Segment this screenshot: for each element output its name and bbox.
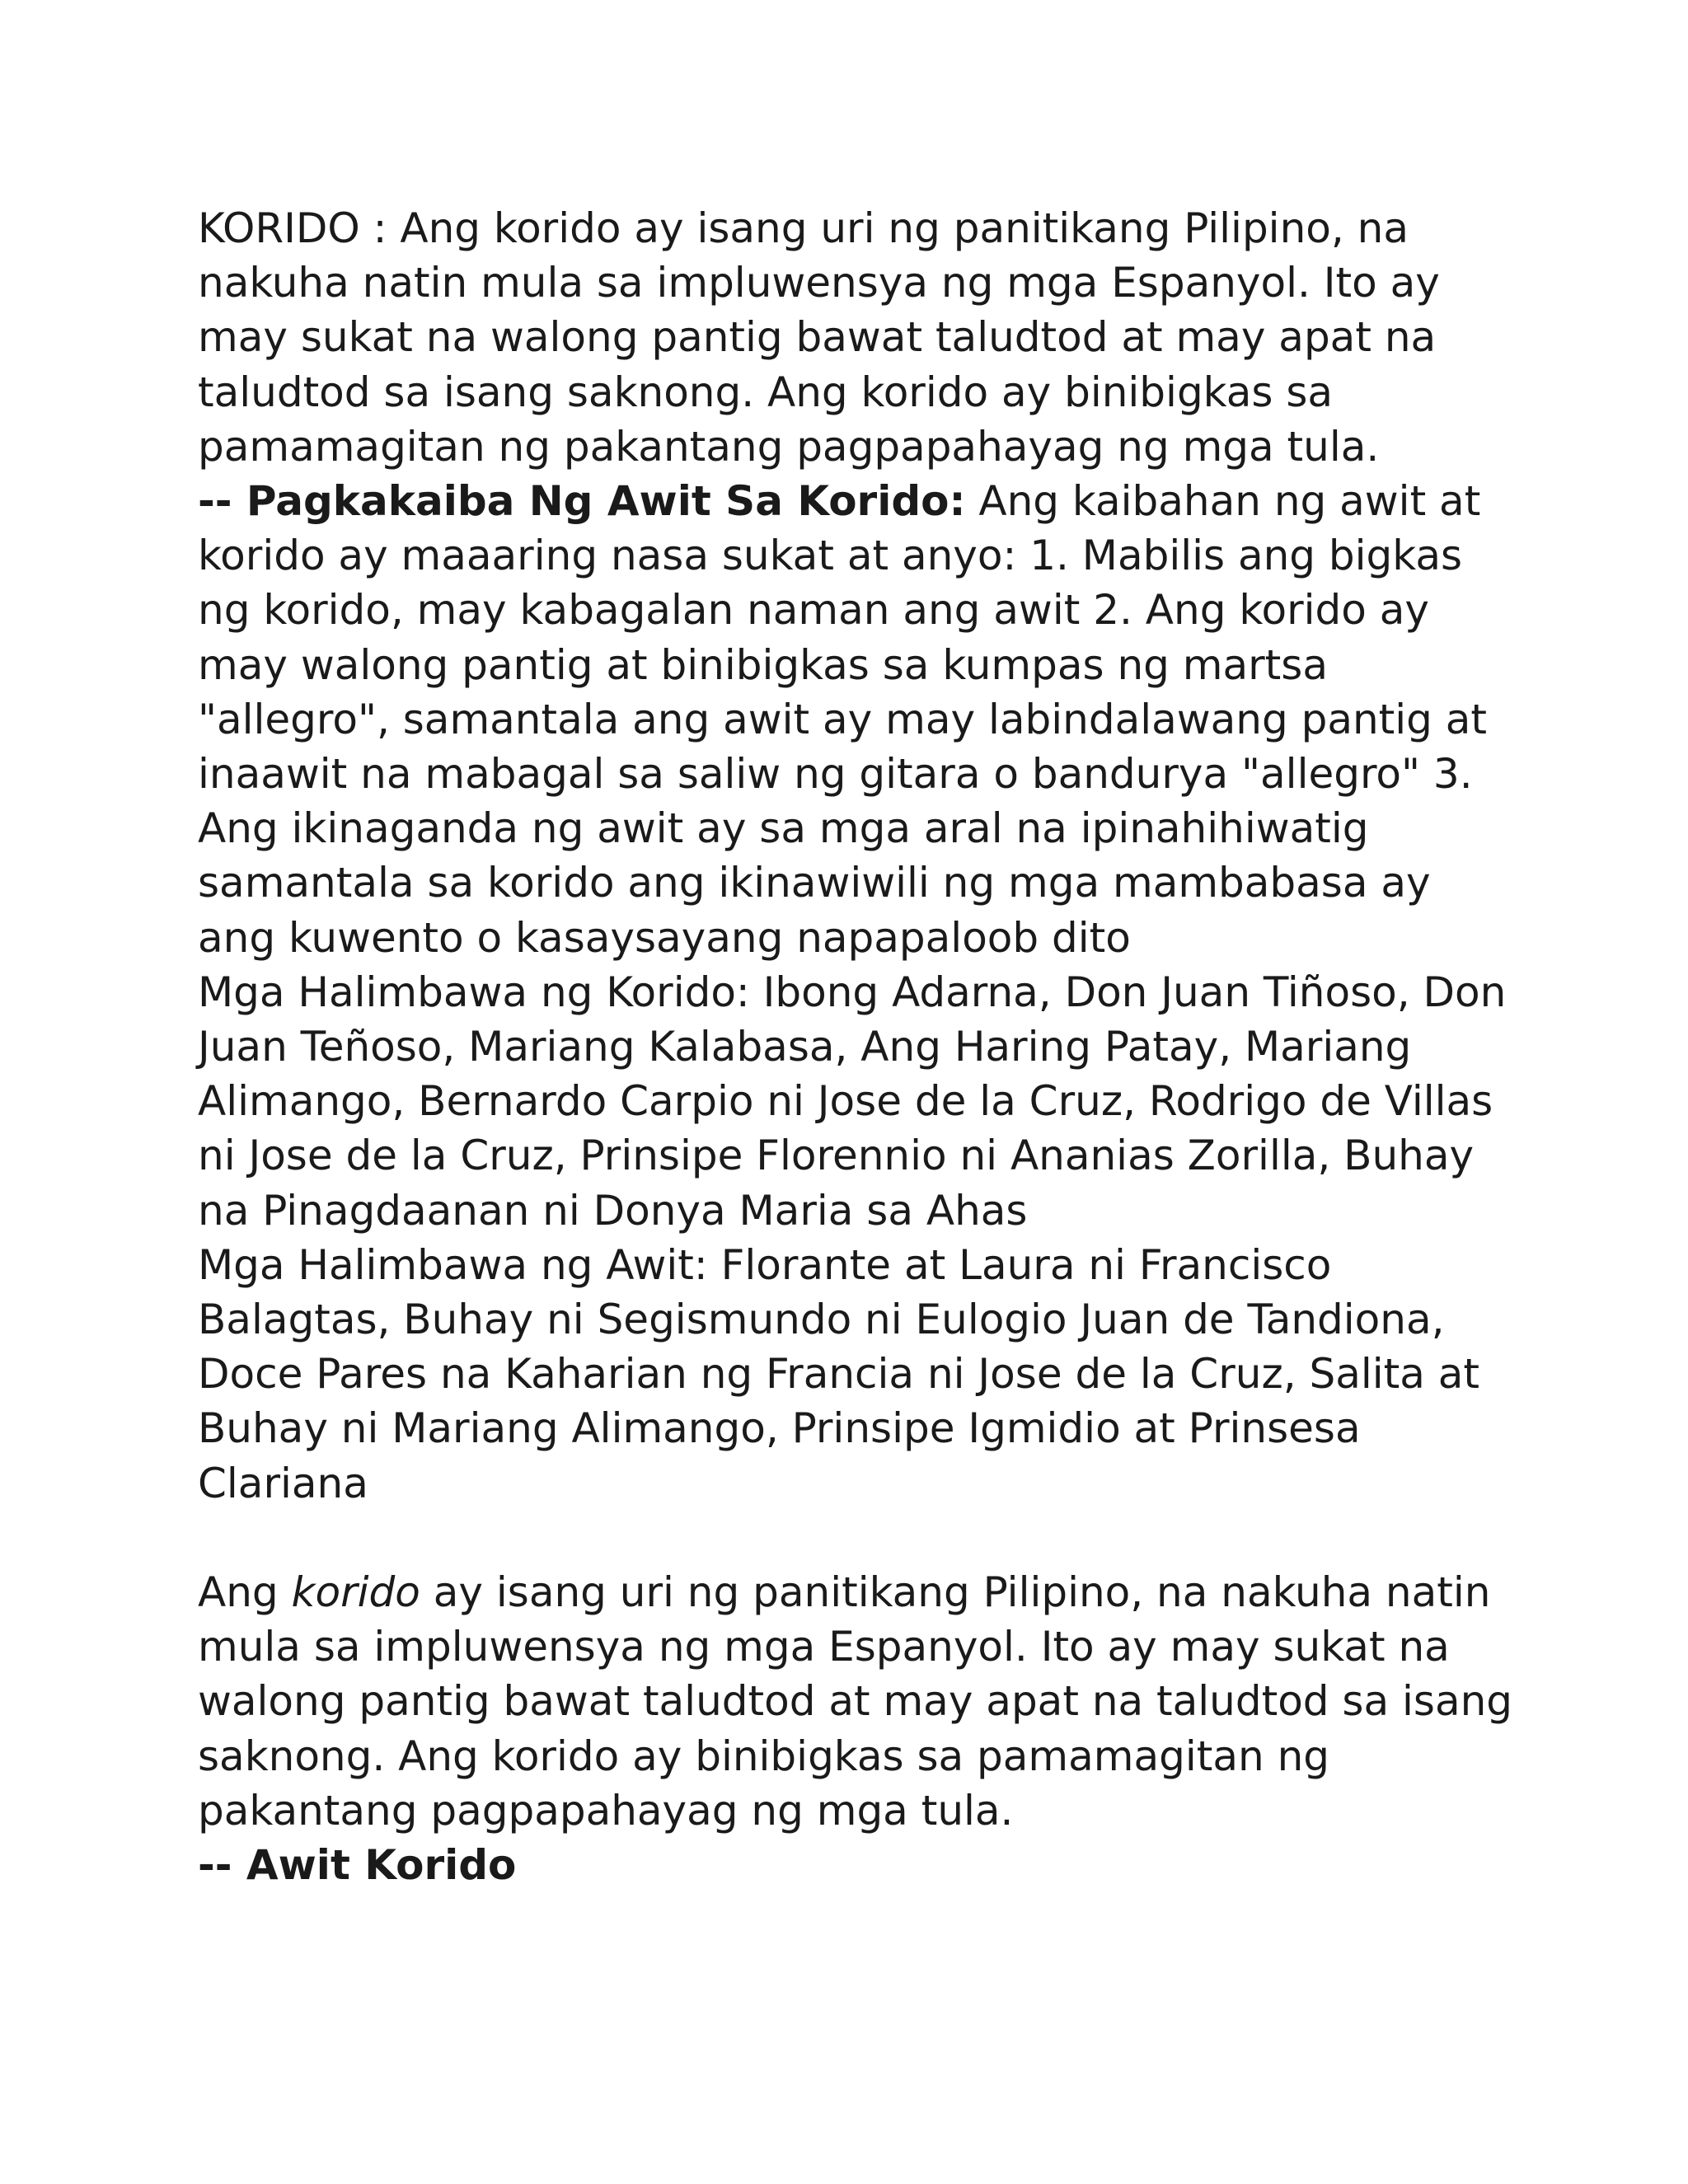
closing-heading: -- Awit Korido [198,1841,517,1890]
intro-paragraph-text: KORIDO : Ang korido ay isang uri ng panitikang Pilipino, na nakuha natin mula sa impluwensya ng mga Espanyol. Ito ay may sukat na walong pantig bawat taludtod at may apat na taludtod sa isang saknong. Ang korido ay binibigkas sa pamamagitan ng pakantang pagpapahayag ng mga tula. [198,204,1440,471]
blank-line [198,1511,1517,1565]
difference-text: Ang kaibahan ng awit at korido ay maaaring nasa sukat at anyo: 1. Mabilis ang bigkas ng korido, may kabagalan naman ang awit 2. Ang korido ay may walong pantig at binibigkas sa kumpas ng martsa "allegro", samantala ang awit ay may labindalawang pantig at inaawit na mabagal sa saliw ng gitara o bandurya "allegro" 3. Ang ikinaganda ng awit ay sa mga aral na ipinahihiwatig samantala sa korido ang ikinawiwili ng mga mambabasa ay ang kuwento o kasaysayang napapaloob dito [198,477,1488,962]
difference-paragraph [198,474,1517,965]
second-intro-start: Ang [198,1568,292,1617]
document-page [198,201,1517,1892]
difference-heading: -- Pagkakaiba Ng Awit Sa Korido: [198,477,966,526]
second-intro-paragraph [198,1565,1517,1838]
second-intro-rest: ay isang uri ng panitikang Pilipino, na nakuha natin mula sa impluwensya ng mga Espanyol. Ito ay may sukat na walong pantig bawat taludtod at may apat na taludtod sa isang saknong. Ang korido ay binibigkas sa pamamagitan ng pakantang pagpapahayag ng mga tula. [198,1568,1513,1835]
awit-examples-text: Mga Halimbawa ng Awit: Florante at Laura ni Francisco Balagtas, Buhay ni Segismundo ni Eulogio Juan de Tandiona, Doce Pares na Kaharian ng Francia ni Jose de la Cruz, Salita at Buhay ni Mariang Alimango, Prinsipe Igmidio at Prinsesa Clariana [198,1240,1480,1507]
second-intro-italic-term: korido [291,1568,420,1617]
korido-examples-text: Mga Halimbawa ng Korido: Ibong Adarna, Don Juan Tiñoso, Don Juan Teñoso, Mariang Kalabasa, Ang Haring Patay, Mariang Alimango, Bernardo Carpio ni Jose de la Cruz, Rodrigo de Villas ni Jose de la Cruz, Prinsipe Florennio ni Ananias Zorilla, Buhay na Pinagdaanan ni Donya Maria sa Ahas [198,968,1507,1235]
korido-examples [198,965,1517,1238]
awit-examples [198,1238,1517,1511]
closing-heading-paragraph [198,1838,1517,1892]
intro-paragraph [198,201,1517,474]
